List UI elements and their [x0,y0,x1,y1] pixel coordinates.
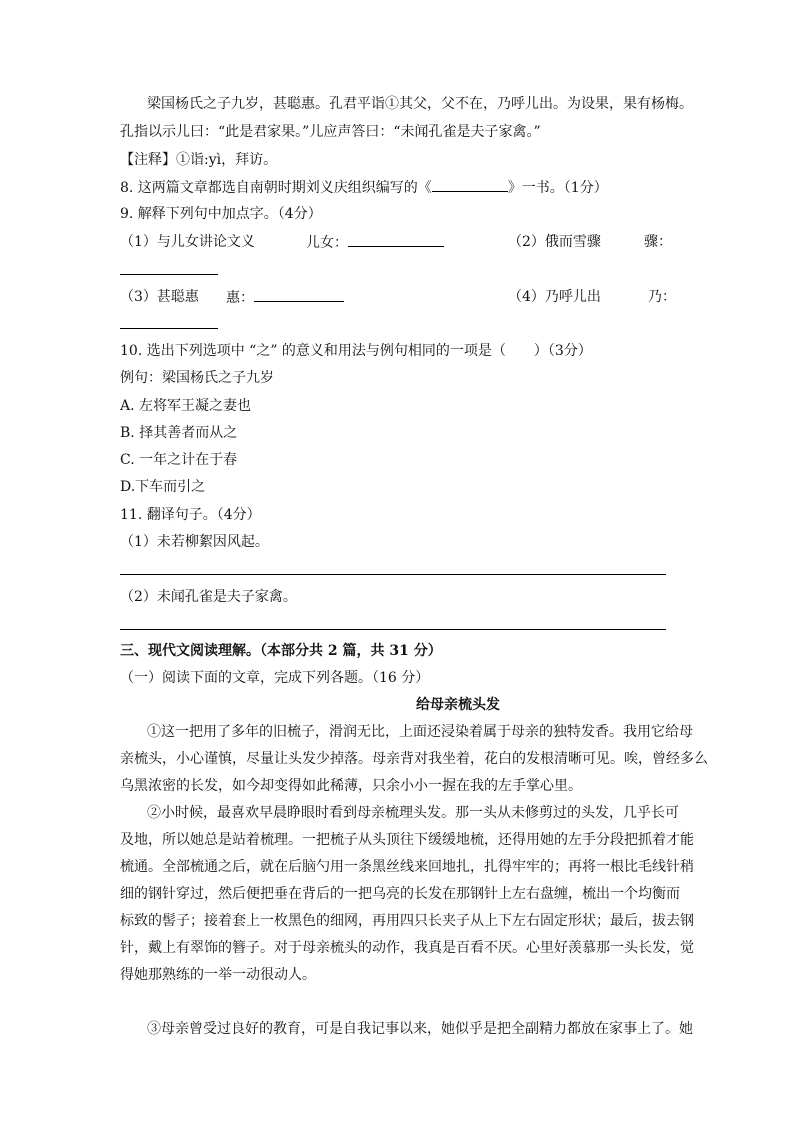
question-8 [120,177,608,198]
article-line: ③母亲曾受过良好的教育，可是自我记事以来，她似乎是把全副精力都放在家事上了。她 [147,1021,693,1037]
option-a[interactable]: A. 左将军王凝之妻也 [120,398,252,414]
question-10-example: 例句：梁国杨氏之子九岁 [120,370,274,386]
answer-blank[interactable] [348,232,444,247]
article-line: 梳通。全部梳通之后，就在后脑勺用一条黑丝线来回地扎，扎得牢牢的；再将一根比毛线针稍 [120,859,694,875]
article-line: 标致的髻子；接着套上一枚黑色的细网，再用四只长夹子从上下左右固定形状；最后，拔去钢 [120,913,694,929]
answer-line[interactable] [120,574,666,575]
section-subheading: （一）阅读下面的文章，完成下列各题。（16 分） [120,670,430,686]
classical-text-line-1: 梁国杨氏之子九岁，甚聪惠。孔君平诣①其父，父不在，乃呼儿出。为设果，果有杨梅。 [147,96,693,112]
answer-blank[interactable] [120,328,218,329]
question-9-item-1: （1）与儿女讲论文义 [120,234,255,250]
classical-text-line-2: 孔指以示儿曰：“此是君家果。”儿应声答曰：“未闻孔雀是夫子家禽。” [120,124,541,140]
annotation-note: 【注释】①诣:yì，拜访。 [120,152,278,168]
article-line: 及地，所以她总是站着梳理。一把梳子从头顶往下缓缓地梳，还得用她的左手分段把抓着才能 [120,832,694,848]
question-9-item-1-answer [306,232,444,253]
question-10-title: 10. 选出下列选项中 “之” 的意义和用法与例句相同的一项是（ ）（3分） [120,343,592,359]
answer-label: 惠： [226,290,254,306]
answer-blank[interactable] [432,177,508,192]
answer-blank[interactable] [120,274,218,275]
question-9-title: 9. 解释下列句中加点字。（4分） [120,206,322,222]
article-line: 乌黑浓密的长发，如今却变得如此稀薄，只余小小一握在我的左手掌心里。 [120,778,582,794]
question-8-tail: 》一书。（1分） [507,180,608,196]
answer-line[interactable] [120,629,666,630]
option-b[interactable]: B. 择其善者而从之 [120,425,238,441]
option-c[interactable]: C. 一年之计在于春 [120,452,238,468]
article-line: ②小时候，最喜欢早晨睁眼时看到母亲梳理头发。那一头从未修剪过的头发，几乎长可 [147,805,679,821]
question-11-sentence-1: （1）未若柳絮因风起。 [120,534,269,550]
article-line: 细的钢针穿过，然后便把垂在背后的一把乌亮的长发在那钢针上左右盘缠，梳出一个均衡而 [120,886,680,902]
answer-blank[interactable] [254,287,344,302]
question-9-item-3: （3）甚聪惠 [120,289,199,305]
article-line: ①这一把用了多年的旧梳子，滑润无比，上面还浸染着属于母亲的独特发香。我用它给母 [147,724,693,740]
option-d[interactable]: D.下车而引之 [120,479,206,495]
question-11-title: 11. 翻译句子。（4分） [120,507,261,523]
article-line: 针，戴上有翠饰的簪子。对于母亲梳头的动作，我真是百看不厌。心里好羡慕那一头长发，觉 [120,940,694,956]
question-9-item-3-answer [226,287,344,308]
question-9-item-2: （2）俄而雪骤 [508,234,601,250]
article-line: 得她那熟练的一举一动很动人。 [120,967,316,983]
question-11-sentence-2: （2）未闻孔雀是夫子家禽。 [120,589,297,605]
article-line: 亲梳头，小心谨慎，尽量让头发少掉落。母亲背对我坐着，花白的发根清晰可见。唉，曾经多么 [120,751,708,767]
article-title: 给母亲梳头发 [416,697,500,713]
answer-label: 儿女： [306,235,348,251]
question-9-item-4: （4）乃呼儿出 [508,289,601,305]
question-8-text: 8. 这两篇文章都选自南朝时期刘义庆组织编写的《 [120,180,432,196]
question-9-item-2-label: 骤： [644,234,672,250]
section-heading: 三、现代文阅读理解。（本部分共 2 篇，共 31 分） [120,643,442,659]
question-9-item-4-label: 乃： [648,289,676,305]
